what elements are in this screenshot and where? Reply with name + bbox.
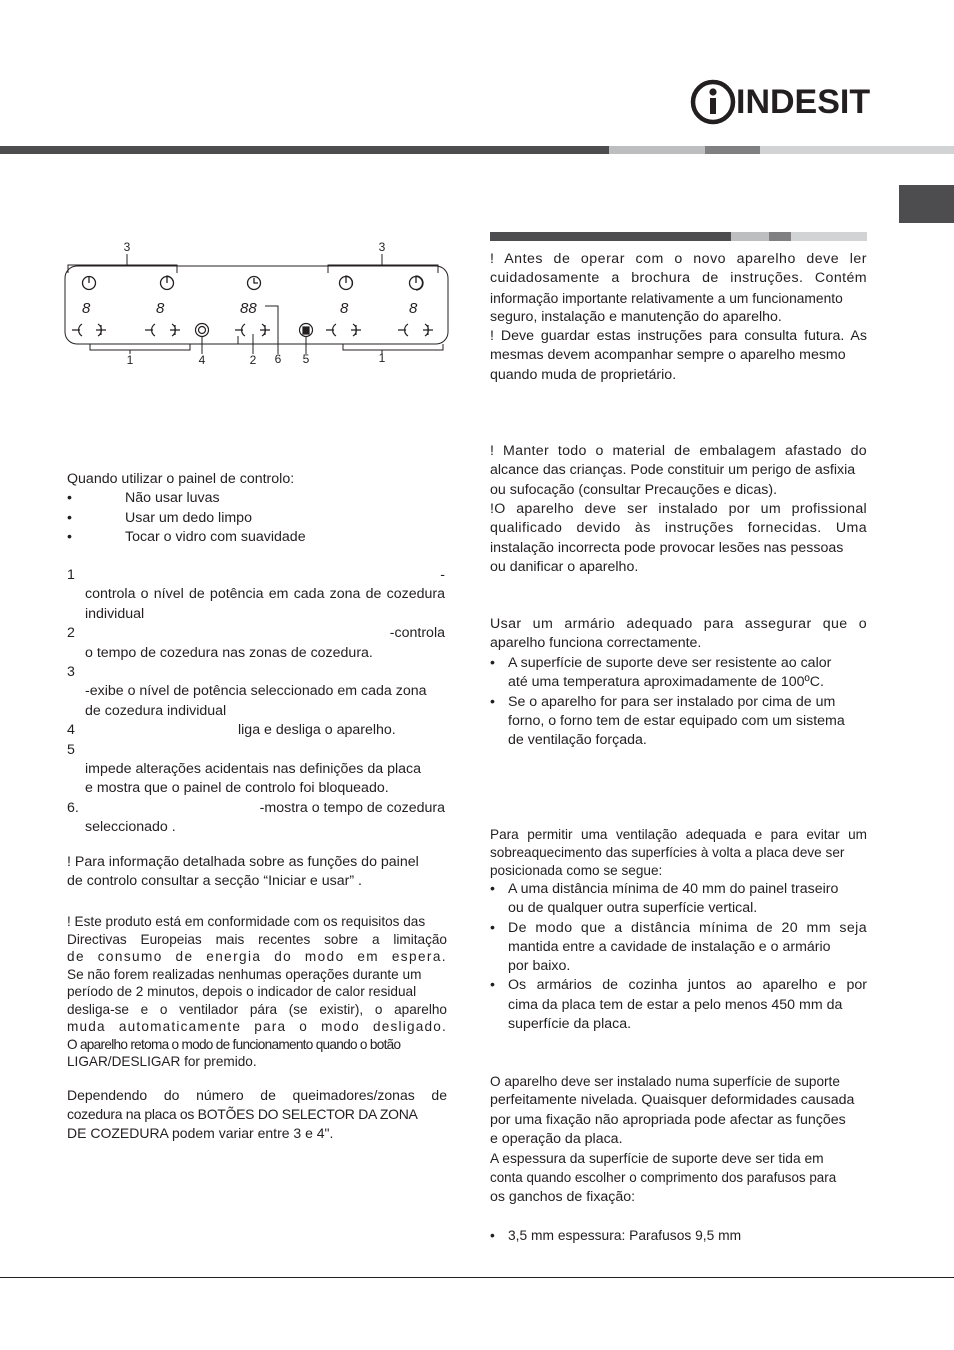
ventilation-intro: Para permitir uma ventilação adequada e para evitar um sobreaquecimento das superfícies à volta a placa deve ser posicionada como se segue: [490,827,867,878]
list-item: 6. -mostra o tempo de cozedura [67,799,445,816]
list-item: 5 [67,741,75,758]
item-text: controla o nível de potência em cada zona de cozedura [85,586,445,603]
support-surface: O aparelho deve ser instalado numa superfície de suporte perfeitamente nivelada. Quaisquer deformidades causada por uma fixação não apropriada pode afectar as funções e operação da placa. A espessura da superfície de suporte deve ser tida em conta quando escolher o comprimento dos parafusos para os ganchos de fixação: [490,1074,855,1205]
header-bar-lightest [760,146,954,154]
section-bar-dark [490,232,731,241]
label-4: 4 [198,353,206,367]
usage-tips [67,489,447,548]
warning-installer: !O aparelho deve ser instalado por um profissional qualificado devido às instruções fornecidas. Uma instalação incorrecta pode provocar lesões nas pessoas ou danificar o aparelho. [490,501,867,575]
indesit-logo [690,78,870,126]
header-bar-mid [705,146,760,154]
list-item: • A uma distância mínima de 40 mm do painel traseiro ou de qualquer outra superfície vertical. [490,881,839,917]
indesit-logo-icon [690,78,736,126]
list-item: 4 liga e desliga o aparelho. [67,722,396,739]
item-text: o tempo de cozedura nas zonas de cozedura. [85,644,373,661]
warning-packaging: ! Manter todo o material de embalagem afastado do alcance das crianças. Pode constituir um perigo de asfixia ou sufocação (consultar Precauções e dicas). [490,443,867,498]
section-bar-mid [769,232,791,241]
list-item: • Tocar o vidro com suavidade [67,529,306,545]
list-item: • Os armários de cozinha juntos ao aparelho e por cima da placa tem de estar a pelo menos 450 mm da superfície da placa. [490,977,867,1033]
item-text: individual [85,605,145,622]
label-1-left: 1 [126,353,134,367]
list-item: 1 - [67,567,445,583]
item-text: e mostra que o painel de controlo foi bloqueado. [85,780,389,797]
label-2: 2 [249,353,257,367]
list-item: • A superfície de suporte deve ser resistente ao calor até uma temperatura aproximadamente de 100ºC. [490,655,832,691]
label-1-right: 1 [378,351,386,365]
brand-name: INDESIT [736,83,871,121]
cabinet-intro: Usar um armário adequado para assegurar que o aparelho funciona correctamente. [490,616,867,652]
svg-text:8: 8 [340,300,349,317]
svg-text:88: 88 [240,300,257,317]
burners-note: Dependendo do número de queimadores/zonas de cozedura na placa os BOTÕES DO SELECTOR DA ZONA DE COZEDURA podem variar entre 3 e 4". [67,1087,447,1142]
language-tab [899,185,954,223]
item-text: -exibe o nível de potência seleccionado em cada zona [85,683,427,700]
svg-text:8: 8 [82,300,91,317]
list-item: 2 -controla [67,625,445,642]
svg-text:8: 8 [156,300,165,317]
label-3-right: 3 [378,240,386,254]
list-item: • Se o aparelho for para ser instalado por cima de um forno, o forno tem de estar equipado com um sistema de ventilação forçada. [490,693,845,749]
cabinet-bullets [490,654,867,750]
control-panel-diagram [60,236,455,371]
list-item: 3 [67,663,75,680]
ventilation-bullets [490,880,867,1034]
panel-note: ! Para informação detalhada sobre as funções do painel de controlo consultar a secção “Iniciar e usar” . [67,854,419,890]
list-item: • Não usar luvas [67,490,220,506]
usage-intro: Quando utilizar o painel de controlo: [67,471,295,487]
list-item: • Usar um dedo limpo [67,509,252,526]
section-bar-lightest [791,232,867,241]
label-3-left: 3 [123,240,131,254]
list-item: • De modo que a distância mínima de 20 mm seja mantida entre a cavidade de instalação e o armário por baixo. [490,919,867,975]
item-text: impede alterações acidentais nas definições da placa [85,760,421,777]
footer-divider [0,1277,954,1278]
item-text: de cozedura individual [85,702,227,719]
section-bar-light [731,232,769,241]
label-5: 5 [302,352,310,366]
svg-text:8: 8 [409,300,418,317]
item-text: seleccionado . [85,819,176,836]
warning-keep: ! Deve guardar estas instruções para consulta futura. As mesmas devem acompanhar sempre o aparelho mesmo quando muda de proprietário. [490,328,867,383]
warning-read: ! Antes de operar com o novo aparelho deve ler cuidadosamente a brochura de instruções. Contém informação importante relativamente a um funcionamento seguro, instalação e manutenção do aparelho. [490,251,867,325]
panel-items [67,566,445,837]
label-6: 6 [274,352,282,366]
eco-standby: ! Este produto está em conformidade com os requisitos das Directivas Europeias mais recentes sobre a limitação de consumo de energia do modo em espera. Se não forem realizadas nenhumas operações durante um período de 2 minutos, depois o indicador de calor residual desliga-se e o ventilador pára (se existir), o aparelho muda automaticamente para o modo desligado. O aparelho retoma o modo de funcionamento quando o botão LIGAR/DESLIGAR for premido. [67,914,447,1069]
header-bar-light [609,146,705,154]
header-bar-dark [0,146,609,154]
